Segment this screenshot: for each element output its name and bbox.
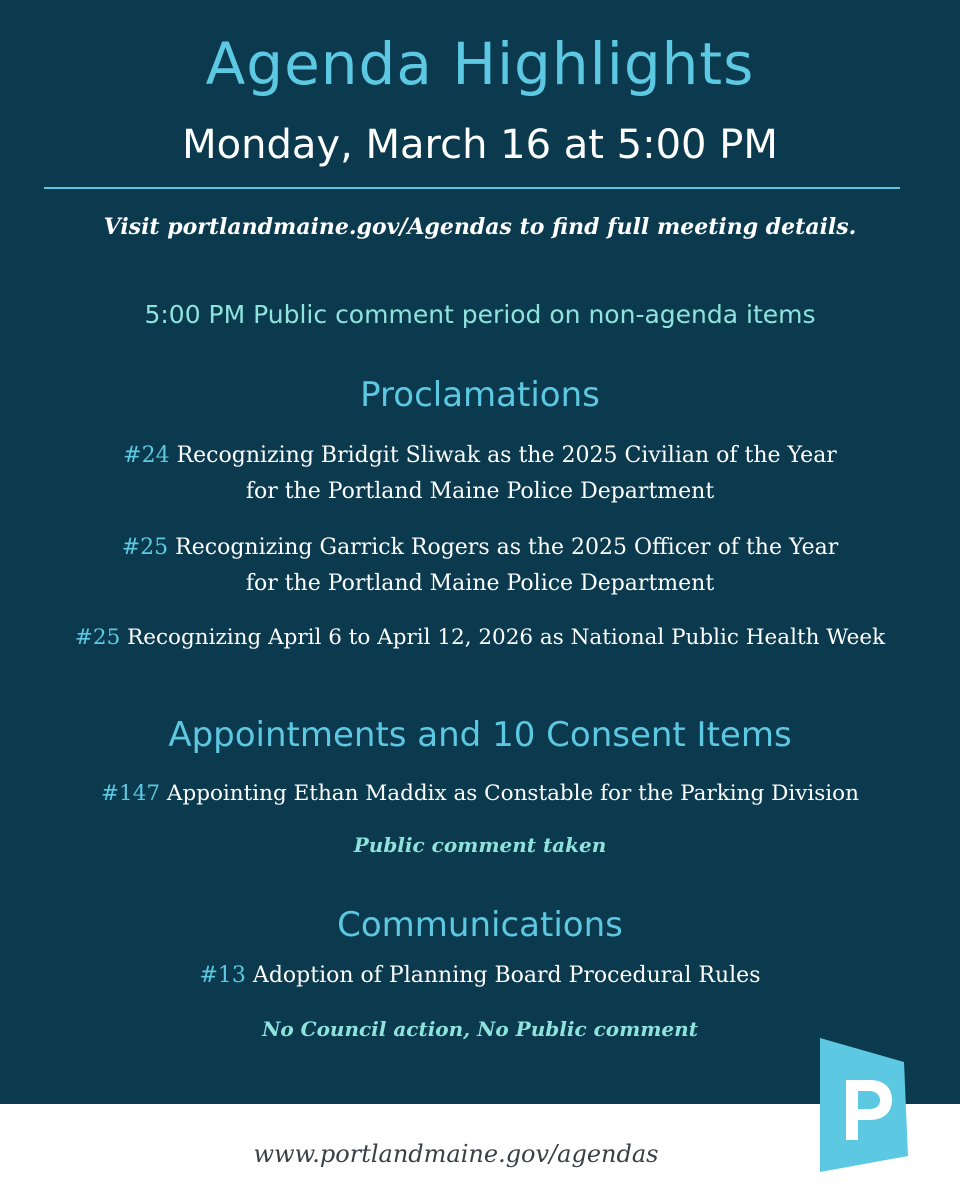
agenda-item-continued: for the Portland Maine Police Department: [245, 571, 715, 596]
agenda-item: [0, 776, 960, 812]
portland-p-flag-icon: [812, 1036, 912, 1176]
item-note: No Council action, No Public comment: [262, 1017, 698, 1041]
item-number: #147: [101, 781, 161, 806]
item-text: Adoption of Planning Board Procedural Rules: [245, 963, 761, 988]
footer-url-link[interactable]: www.portlandmaine.gov/agendas: [253, 1140, 659, 1168]
agenda-item: [0, 438, 960, 474]
item-note: Public comment taken: [353, 833, 607, 857]
public-comment-period: 5:00 PM Public comment period on non-agenda items: [144, 300, 816, 329]
agenda-item-continued: for the Portland Maine Police Department: [245, 479, 715, 504]
item-number: #13: [199, 963, 246, 988]
section-heading-proclamations: Proclamations: [360, 375, 600, 415]
page-title: Agenda Highlights: [205, 30, 755, 98]
item-text: Recognizing April 6 to April 12, 2026 as National Public Health Week: [120, 625, 886, 650]
title-divider: [44, 187, 900, 189]
agenda-item: [0, 958, 960, 994]
item-number: #25: [74, 625, 121, 650]
section-heading-appointments: Appointments and 10 Consent Items: [168, 715, 792, 755]
agenda-item: [0, 530, 960, 566]
meeting-date: Monday, March 16 at 5:00 PM: [182, 122, 778, 168]
agenda-item: [0, 620, 960, 656]
section-heading-communications: Communications: [337, 905, 623, 945]
item-text: Recognizing Bridgit Sliwak as the 2025 Civilian of the Year: [169, 443, 837, 468]
visit-note: Visit portlandmaine.gov/Agendas to find full meeting details.: [103, 214, 857, 240]
item-number: #24: [123, 443, 170, 468]
item-number: #25: [121, 535, 169, 560]
item-text: Appointing Ethan Maddix as Constable for the Parking Division: [160, 781, 859, 806]
item-text: Recognizing Garrick Rogers as the 2025 Officer of the Year: [168, 535, 839, 560]
